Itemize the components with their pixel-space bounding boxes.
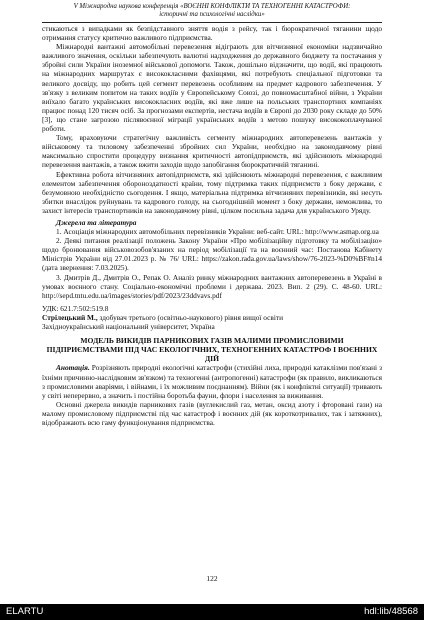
header-divider xyxy=(42,22,382,23)
reference-item: 1. Асоціація міжнародних автомобільних перевізників України: веб-сайт. URL: http://www.asmap.org.ua xyxy=(56,227,379,237)
paragraph: Міжнародні вантажні автомобільні перевезення відіграють для вітчизняної економіки надзвичайно важливого значення, оскільки забезпечують валютні надходження до державного бюджету та постачання у збройні сили України іноземної військової допомоги. Також, дошільно відзначити, що водії, які працюють на міжнародних маршрутах є висококласними фахівцями, які потребують спеціальної підготовки та великого досвіду, що робить цей сегмент перевезень особливим на предмет кадрового забезпечення. У зв'язку з великим попитом на таких водіїв у Європейському Союзі, до повномасштабної війни, з України виїхало багато українських висококласних водіїв, які вже лише на польських транспортних компаніях працює понад 120 тисяч осіб. За прогнозами експертів, нестача водіїв в Європі до 2030 року складе до 50% [3], що стане загрозою післявоєнної міграції українських водіїв з метою пошуку висококоплачуваної роботи. xyxy=(42,42,382,134)
page-body xyxy=(42,24,382,427)
header-line-2: історичні та психологічні наслідки» xyxy=(159,10,265,18)
article-title: МОДЕЛЬ ВИКИДІВ ПАРНИКОВИХ ГАЗІВ МАЛИМИ ПРОМИСЛОВИМИ ПІДПРИЄМСТВАМИ ПІД ЧАС ЕКОЛОГІЧНИХ, ТЕХНОГЕННИХ КАТАСТРОФ І ВОЄННИХ ДІЙ xyxy=(46,336,378,364)
paragraph: Ефективна робота вітчизняних автопідприємств, які здійснюють міжнародні перевезення, є важливим елементом забезпечення обороноздатності країни, тому підтримка таких підприємств з боку держави, є безумовною необхідністю сьогодення. І якщо, матеріальна підтримка вітчизняних перевізників, які несуть збитки внаслідок руйнувань та кадрового голоду, на сьогоднішній момент з боку держави, неможлива, то захист інтересів транспортників на законодавчому рівні, цілком посильна задача для українського Уряду. xyxy=(42,169,382,215)
reference-item: 3. Дмитрів Д., Дмитрів О., Репак О. Аналіз ринку міжнародних вантажних автоперевезень в Україні в умовах воєнного стану. Соціально-економічні проблеми і держава. 2023. Вип. 2 (29). С. 48-60. URL: http://sepd.tntu.edu.ua/images/stories/pdf/2023/23ddvavs.pdf xyxy=(42,272,382,300)
footer-repository: ELARTU xyxy=(6,606,44,617)
reference-item: 2. Деякі питання реалізації положень Закону України «Про мобілізаційну підготовку та мобілізацію» щодо бронювання військовозобов'язаних на період мобілізації та на воєнний час: Постанова Кабінету Міністрів України від 27.01.2023 р. № 76/ URL: https://zakon.rada.gov.ua/laws/show/76-2023-%D0%BF#n14 (дата звернення: 7.03.2025). xyxy=(42,236,382,273)
abstract xyxy=(42,363,382,399)
page-number: 122 xyxy=(206,574,218,583)
affiliation: Західноукраїнський національний університет, Україна xyxy=(42,322,215,331)
udc-code: УДК: 621.7:502:519.8 xyxy=(42,303,109,313)
footer-bar xyxy=(0,604,424,620)
paragraph: Тому, враховуючи стратегічну важливість сегменту міжнародних автоперевезень вантажів у військовому та тиловому забезпеченні збройних сил України, необхідно на законодавчому рівні максимально спростити процедуру визнання критичності автопідприємств, які здійснюють міжнародні перевезення вантажів, а також вжити заходів щодо запобігання бюрократичній тяганині. xyxy=(42,133,382,170)
abstract-text: Розрізняють природні екологічні катастрофи (стихійні лиха, природні катаклізми пов'язані з їхніми причинно-наслідковим зв'язком) та техногенні (антропогенні) катастрофи (як правило, викликаються з промисловими аваріями, і війнами, і їх можливим поєднанням). Війни (як і конфліктні ситуації) тривають у світі неперервно, а значить і постійна боротьба фауни, флори і населення за виживання. xyxy=(42,363,382,400)
author-name: Стрілецький М., xyxy=(42,312,98,322)
paragraph: стикаються з випадками як безпідставного зняття водія з рейсу, так і бюрократичної тяганини щодо отримання статусу критично важливого підприємства. xyxy=(42,24,382,43)
running-header xyxy=(40,3,384,19)
header-line-1: V Міжнародна наукова конференція «ВОЄННІ КОНФЛІКТИ ТА ТЕХНОГЕННІ КАТАСТРОФИ: xyxy=(73,3,351,10)
author-line xyxy=(42,313,382,322)
abstract-label: Анотація. xyxy=(56,363,90,373)
author-role: здобувач третього (освітньо-наукового) рівня вищої освіти xyxy=(99,312,284,322)
paragraph: Основні джерела викидів парникових газів (вуглекислий газ, метан, оксид азоту і фторовані гази) на малому промисловому підприємстві під час катастроф і воєнних дій (як короткотривалих, так і затяжних), відображають всю гаму функціонування підприємства. xyxy=(42,399,382,427)
footer-handle: hdl:lib/48568 xyxy=(364,606,418,617)
sources-heading: Джерела та література xyxy=(56,217,137,227)
